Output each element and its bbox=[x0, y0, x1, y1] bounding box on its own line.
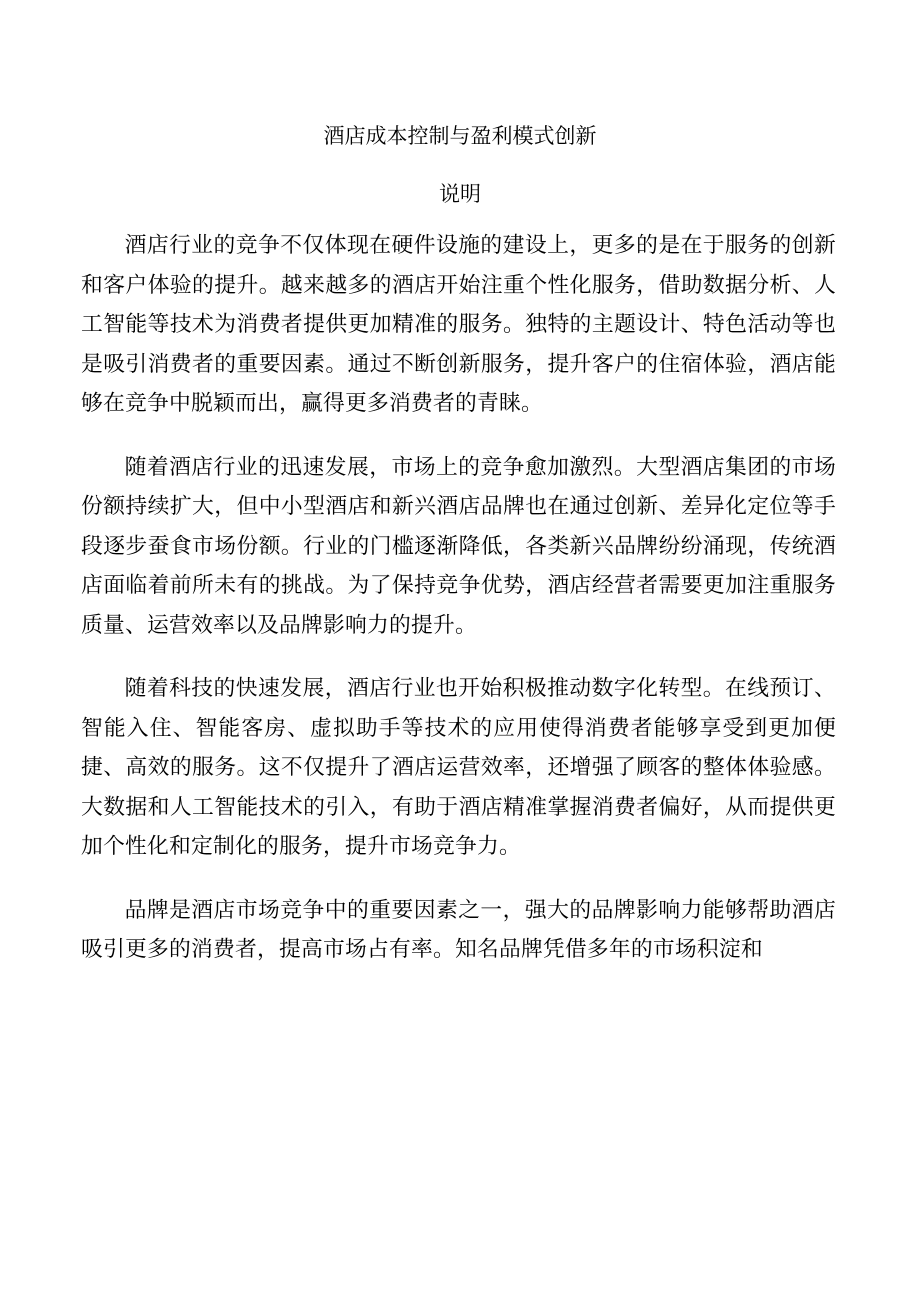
document-title: 酒店成本控制与盈利模式创新 bbox=[323, 124, 597, 148]
document-body bbox=[81, 226, 836, 994]
paragraph-1: 酒店行业的竞争不仅体现在硬件设施的建设上，更多的是在于服务的创新和客户体验的提升。越来越多的酒店开始注重个性化服务，借助数据分析、人工智能等技术为消费者提供更加精准的服务。独特的主题设计、特色活动等也是吸引消费者的重要因素。通过不断创新服务，提升客户的住宿体验，酒店能够在竞争中脱颖而出，赢得更多消费者的青睐。 bbox=[81, 233, 836, 416]
document-subtitle: 说明 bbox=[439, 182, 481, 206]
paragraph-4: 品牌是酒店市场竞争中的重要因素之一，强大的品牌影响力能够帮助酒店吸引更多的消费者，提高市场占有率。知名品牌凭借多年的市场积淀和 bbox=[81, 897, 836, 962]
paragraph-2: 随着酒店行业的迅速发展，市场上的竞争愈加激烈。大型酒店集团的市场份额持续扩大，但中小型酒店和新兴酒店品牌也在通过创新、差异化定位等手段逐步蚕食市场份额。行业的门槛逐渐降低，各类新兴品牌纷纷涌现，传统酒店面临着前所未有的挑战。为了保持竞争优势，酒店经营者需要更加注重服务质量、运营效率以及品牌影响力的提升。 bbox=[81, 454, 836, 638]
paragraph-3: 随着科技的快速发展，酒店行业也开始积极推动数字化转型。在线预订、智能入住、智能客房、虚拟助手等技术的应用使得消费者能够享受到更加便捷、高效的服务。这不仅提升了酒店运营效率，还增强了顾客的整体体验感。大数据和人工智能技术的引入，有助于酒店精准掌握消费者偏好，从而提供更加个性化和定制化的服务，提升市场竞争力。 bbox=[81, 676, 836, 859]
